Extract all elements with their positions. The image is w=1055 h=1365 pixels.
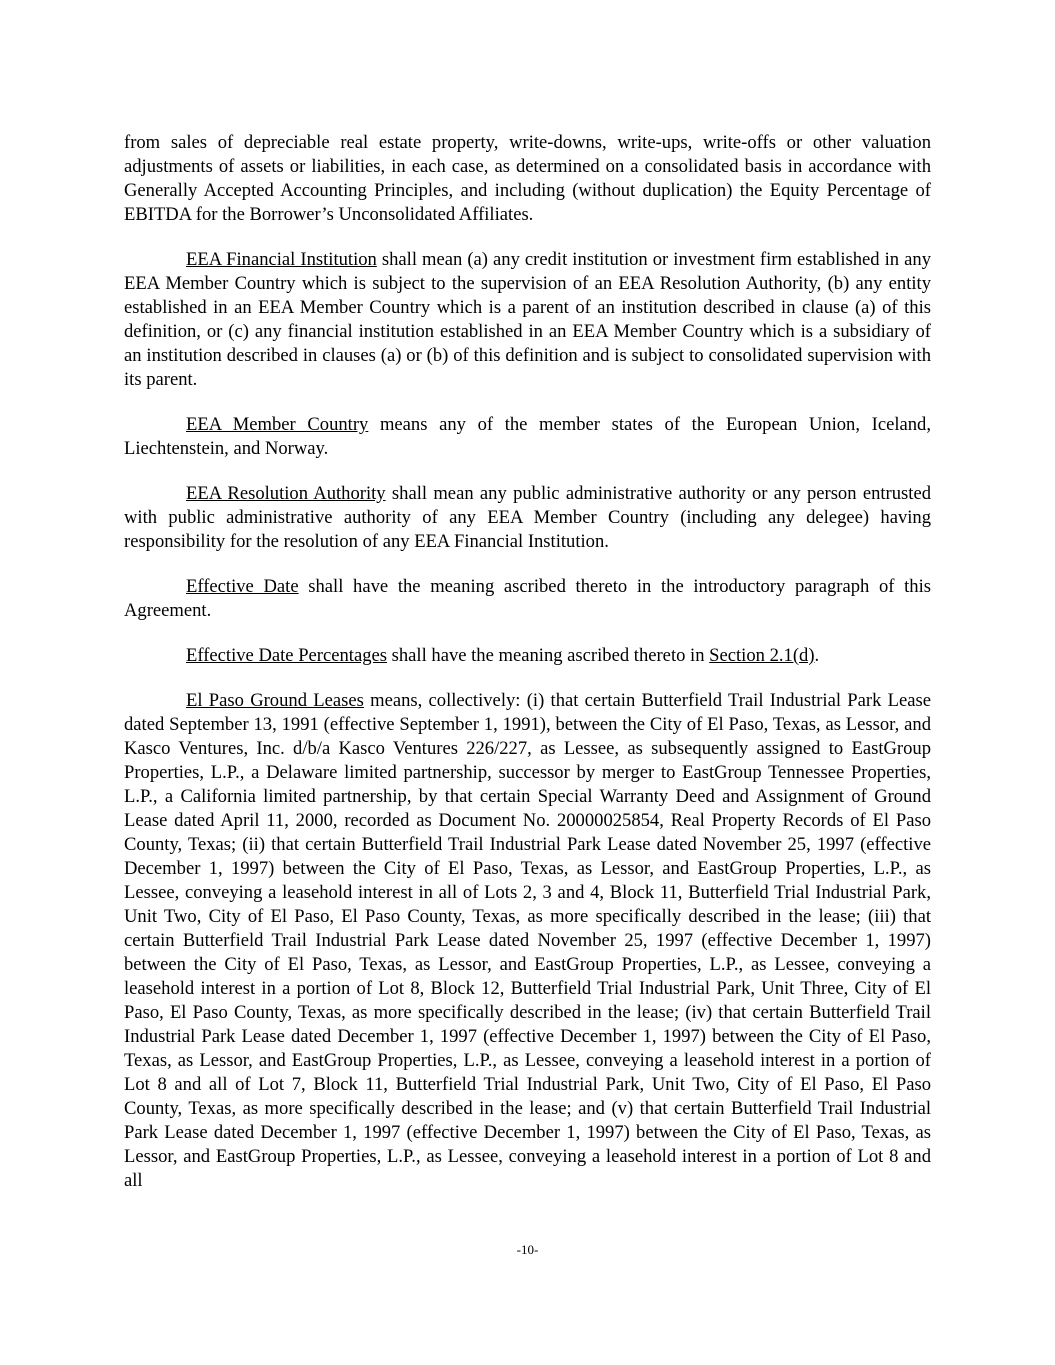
defined-term: EEA Member Country [186,414,369,435]
definition-text: shall have the meaning ascribed thereto in the introductory paragraph of this Agreement. [124,576,931,621]
definition-text: shall have the meaning ascribed thereto in [386,645,710,666]
paragraph-text: from sales of depreciable real estate property, write-downs, write-ups, write-offs or other valuation adjustments of assets or liabilities, in each case, as determined on a consolidated basis in accordance with Generally Accepted Accounting Principles, and including (without duplication) the Equity Percentage of EBITDA for the Borrower’s Unconsolidated Affiliates. [124,132,931,225]
document-page [124,131,931,1214]
definition-effective-date-percentages [124,644,931,668]
defined-term: Effective Date Percentages [186,645,387,666]
defined-term: EEA Resolution Authority [186,483,386,504]
definition-text-end: . [814,645,820,666]
definition-el-paso-ground-leases [124,689,931,1193]
paragraph-ebitda-continuation [124,131,931,227]
definition-text: shall mean (a) any credit institution or investment firm established in any EEA Member Country which is subject to the supervision of an EEA Resolution Authority, (b) any entity established in an EEA Member Country which is a parent of an institution described in clause (a) of this definition, or (c) any financial institution established in an EEA Member Country which is a subsidiary of an institution described in clauses (a) or (b) of this definition and is subject to consolidated supervision with its parent. [124,249,931,390]
defined-term: Effective Date [186,576,299,597]
definition-eea-resolution-authority [124,482,931,554]
defined-term: El Paso Ground Leases [186,690,364,711]
definition-text: shall mean any public administrative authority or any person entrusted with public administrative authority of any EEA Member Country (including any delegee) having responsibility for the resolution of any EEA Financial Institution. [124,483,931,552]
defined-term: EEA Financial Institution [186,249,377,270]
page-number: -10- [516,1242,539,1257]
definition-text: means any of the member states of the European Union, Iceland, Liechtenstein, and Norway. [124,414,931,459]
definition-eea-member-country [124,413,931,461]
definition-effective-date [124,575,931,623]
section-reference: Section 2.1(d) [709,645,815,666]
definition-text: means, collectively: (i) that certain Butterfield Trail Industrial Park Lease dated September 13, 1991 (effective September 1, 1991), between the City of El Paso, Texas, as Lessor, and Kasco Ventures, Inc. d/b/a Kasco Ventures 226/227, as Lessee, as subsequently assigned to EastGroup Properties, L.P., a Delaware limited partnership, successor by merger to EastGroup Tennessee Properties, L.P., a California limited partnership, by that certain Special Warranty Deed and Assignment of Ground Lease dated April 11, 2000, recorded as Document No. 20000025854, Real Property Records of El Paso County, Texas; (ii) that certain Butterfield Trail Industrial Park Lease dated November 25, 1997 (effective December 1, 1997) between the City of El Paso, Texas, as Lessor, and EastGroup Properties, L.P., as Lessee, conveying a leasehold interest in all of Lots 2, 3 and 4, Block 11, Butterfield Trial Industrial Park, Unit Two, City of El Paso, El Paso County, Texas, as more specifically described in the lease; (iii) that certain Butterfield Trail Industrial Park Lease dated November 25, 1997 (effective December 1, 1997) between the City of El Paso, Texas, as Lessor, and EastGroup Properties, L.P., as Lessee, conveying a leasehold interest in a portion of Lot 8, Block 12, Butterfield Trial Industrial Park, Unit Three, City of El Paso, El Paso County, Texas, as more specifically described in the lease; (iv) that certain Butterfield Trail Industrial Park Lease dated December 1, 1997 (effective December 1, 1997) between the City of El Paso, Texas, as Lessor, and EastGroup Properties, L.P., as Lessee, conveying a leasehold interest in a portion of Lot 8 and all of Lot 7, Block 11, Butterfield Trial Industrial Park, Unit Two, City of El Paso, El Paso County, Texas, as more specifically described in the lease; and (v) that certain Butterfield Trail Industrial Park Lease dated December 1, 1997 (effective December 1, 1997) between the City of El Paso, Texas, as Lessor, and EastGroup Properties, L.P., as Lessee, conveying a leasehold interest in a portion of Lot 8 and all [124,690,931,1191]
definition-eea-financial-institution [124,248,931,392]
